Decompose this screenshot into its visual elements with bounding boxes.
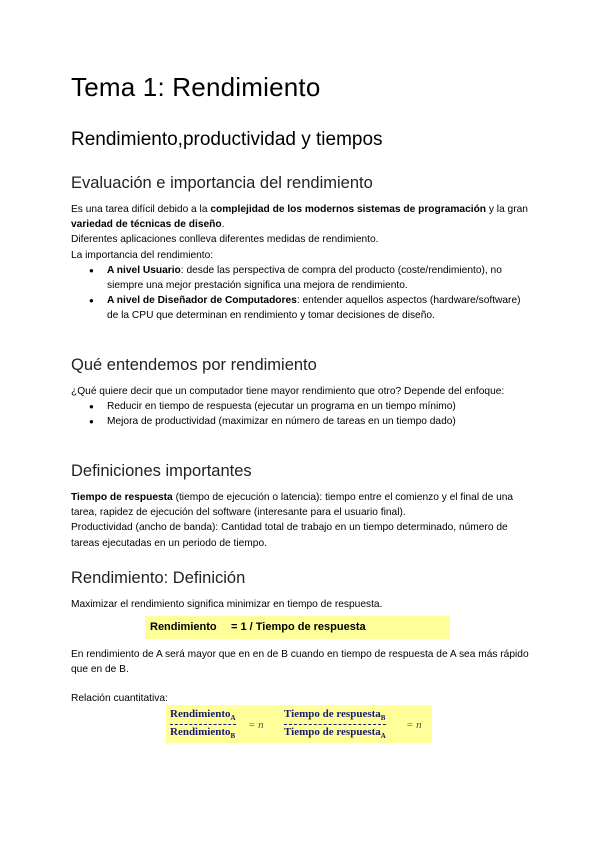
bullet-list — [71, 263, 531, 324]
formula-rendimiento — [145, 616, 450, 639]
equals-n: = n — [406, 719, 422, 731]
text-run: : entender aquellos aspectos (hardware/software) de la CPU que determinan en rendimiento y tomar decisiones de diseño. — [107, 295, 521, 322]
text-run: Rendimiento — [170, 726, 231, 739]
section-body-rendimiento — [71, 384, 531, 430]
list-item: ● Reducir en tiempo de respuesta (ejecutar un programa en un tiempo mínimo) — [71, 399, 531, 414]
paragraph: Relación cuantitativa: — [71, 693, 168, 704]
text-run: . — [221, 219, 225, 231]
text-run: Es una tarea difícil debido a la — [71, 204, 211, 215]
text-run: (tiempo de ejecución o latencia): tiempo entre el comienzo y el final de una tarea, rapidez de ejecución del software (interesante para el usuario final). — [71, 492, 514, 519]
bold-text: variedad de técnicas de diseño — [71, 219, 222, 231]
paragraph — [71, 202, 531, 232]
fraction-bar — [284, 724, 386, 725]
fraction-tiempo — [284, 708, 386, 740]
numerator — [284, 708, 386, 722]
bold-text: A nivel Usuario — [107, 264, 181, 276]
list-item: ● Mejora de productividad (maximizar en número de tareas en un tiempo dado) — [71, 414, 531, 429]
page-title: Tema 1: Rendimiento — [71, 72, 321, 102]
numerator — [170, 708, 236, 722]
section-heading-definicion: Rendimiento: Definición — [71, 569, 246, 587]
paragraph: En rendimiento de A será mayor que en en de B cuando en tiempo de respuesta de A sea más rápido que en de B. — [71, 649, 529, 676]
paragraph — [71, 490, 531, 520]
formula-right: = 1 / Tiempo de respuesta — [231, 621, 366, 633]
paragraph: Diferentes aplicaciones conlleva diferentes medidas de rendimiento. — [71, 234, 379, 246]
text-run: : desde las perspectiva de compra del producto (coste/rendimiento), no siempre una mejor prestación significa una mejora de rendimiento. — [107, 264, 502, 292]
subscript: B — [380, 714, 386, 723]
formula-relacion-cuantitativa — [166, 705, 432, 743]
list-item — [71, 263, 531, 293]
section-heading-definiciones: Definiciones importantes — [71, 462, 252, 480]
denominator — [284, 726, 386, 740]
subscript: A — [380, 732, 386, 741]
paragraph: Maximizar el rendimiento significa minimizar en tiempo de respuesta. — [71, 599, 383, 610]
paragraph: Productividad (ancho de banda): Cantidad total de trabajo en un tiempo determinado, número de tareas ejecutadas en un periodo de tiempo. — [71, 522, 508, 549]
text-run: y la gran — [486, 204, 528, 215]
paragraph: ¿Qué quiere decir que un computador tiene mayor rendimiento que otro? Depende del enfoque: — [71, 386, 505, 397]
section-heading-rendimiento: Qué entendemos por rendimiento — [71, 356, 317, 374]
document-subtitle: Rendimiento,productividad y tiempos — [71, 129, 383, 150]
section-heading-evaluacion: Evaluación e importancia del rendimiento — [71, 174, 373, 192]
bold-text: complejidad de los modernos sistemas de programación — [210, 204, 487, 215]
bullet-list — [71, 399, 531, 429]
text-run: Tiempo de respuesta — [284, 726, 381, 739]
equals-n: = n — [248, 719, 264, 731]
subscript: B — [230, 732, 236, 741]
section-body-definiciones — [71, 490, 531, 551]
text-run: Tiempo de respuesta — [284, 708, 381, 720]
subscript: A — [230, 714, 236, 723]
denominator — [170, 726, 236, 740]
list-item — [71, 293, 531, 323]
section-body-evaluacion — [71, 202, 531, 324]
fraction-rendimiento — [170, 708, 236, 740]
bold-text: Tiempo de respuesta — [71, 492, 173, 503]
text-run: Rendimiento — [170, 708, 231, 720]
bold-text: A nivel de Diseñador de Computadores — [107, 295, 297, 307]
paragraph: La importancia del rendimiento: — [71, 249, 214, 261]
fraction-bar — [170, 724, 236, 725]
formula-left: Rendimiento — [150, 621, 217, 633]
